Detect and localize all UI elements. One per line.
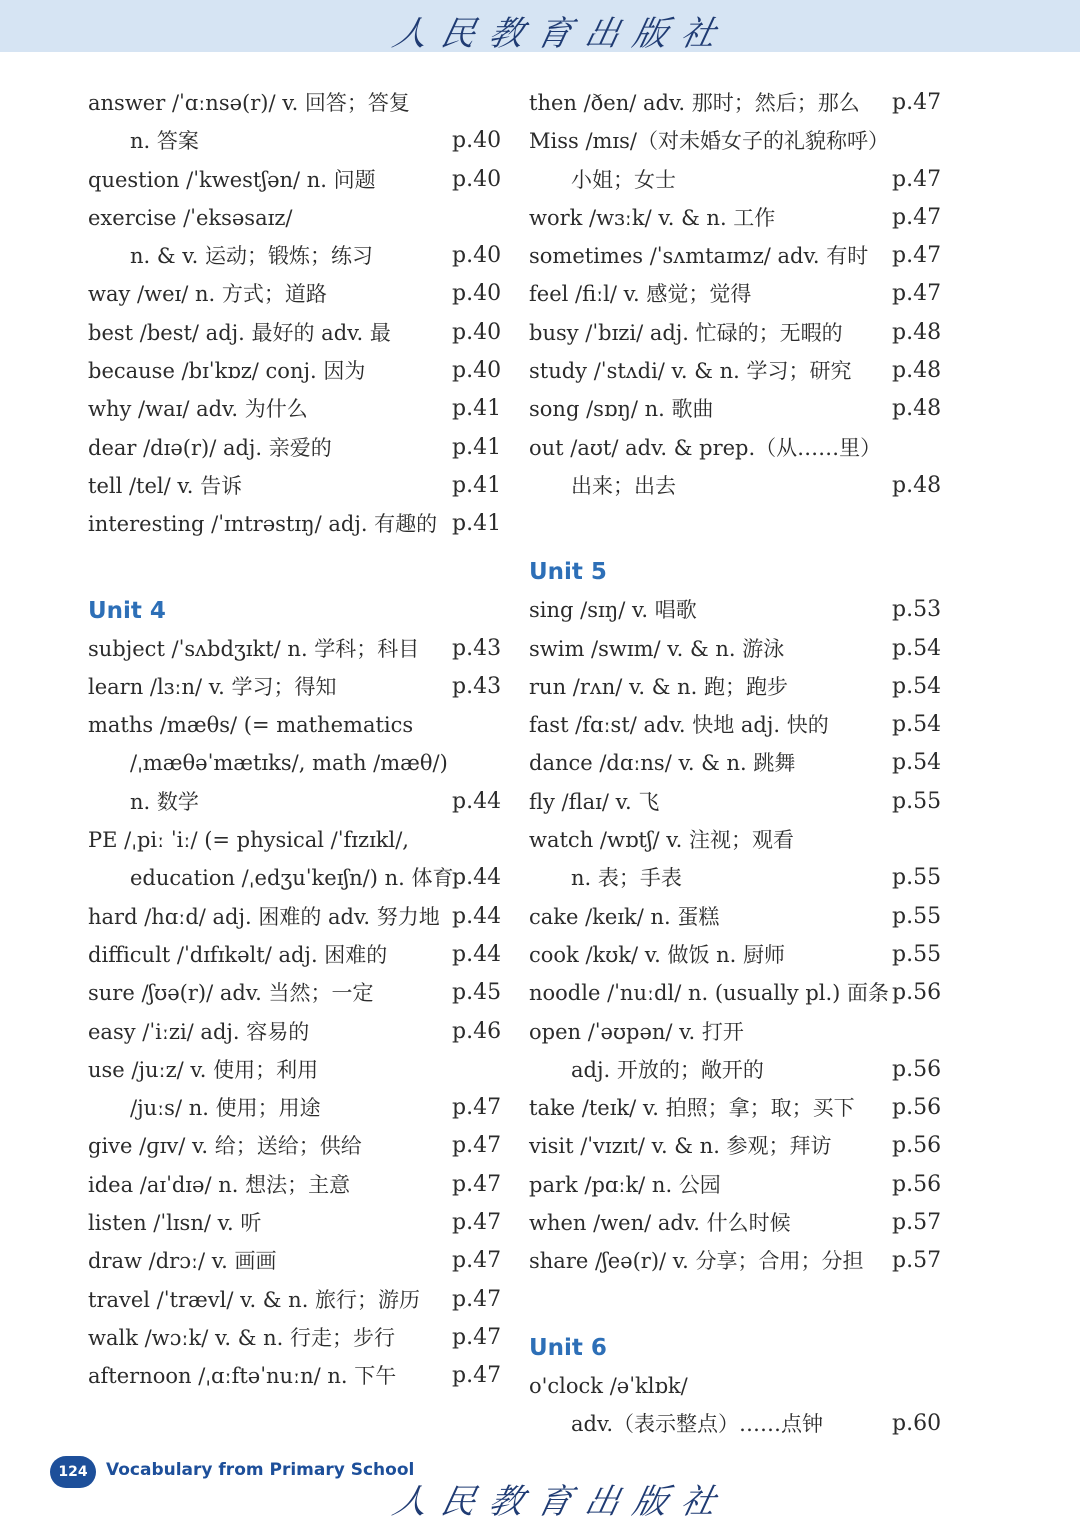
unit-heading: Unit 6 bbox=[529, 1334, 607, 1361]
vocab-entry-text: 出来；出去 bbox=[571, 473, 676, 498]
vocab-entry bbox=[529, 237, 969, 275]
vocab-entry bbox=[529, 821, 969, 859]
vocab-entry-text: best /best/ adj. 最好的 adv. 最 bbox=[88, 320, 391, 345]
vocab-entry-page: p.46 bbox=[452, 1018, 502, 1044]
vocab-entry bbox=[88, 1013, 528, 1051]
vocab-entry bbox=[88, 1204, 528, 1242]
vocab-entry bbox=[529, 630, 969, 668]
vocab-entry-text: question /ˈkwestʃən/ n. 问题 bbox=[88, 167, 376, 192]
vocab-entry-text: noodle /ˈnuːdl/ n. (usually pl.) 面条 bbox=[529, 981, 890, 1006]
vocab-entry-text: sing /sɪŋ/ v. 唱歌 bbox=[529, 598, 697, 623]
vocab-entry-page: p.47 bbox=[452, 1095, 502, 1121]
vocab-entry bbox=[88, 668, 528, 706]
vocab-entry-text: cake /keɪk/ n. 蛋糕 bbox=[529, 904, 720, 929]
vocab-entry-text: exercise /ˈeksəsaɪz/ bbox=[88, 205, 293, 230]
vocab-entry-text: n. & v. 运动；锻炼；练习 bbox=[130, 244, 373, 269]
vocab-entry bbox=[529, 1127, 969, 1165]
publisher-seal-footer: 人民教育出版社 bbox=[389, 1482, 734, 1522]
vocab-entry-page: p.47 bbox=[892, 204, 942, 230]
vocab-entry bbox=[88, 1051, 528, 1089]
vocab-entry bbox=[88, 974, 528, 1012]
vocab-entry-page: p.48 bbox=[892, 396, 942, 422]
unit-heading: Unit 4 bbox=[88, 597, 166, 624]
footer-title: Vocabulary from Primary School bbox=[106, 1460, 415, 1480]
vocab-entry-page: p.56 bbox=[892, 1056, 942, 1082]
vocab-entry bbox=[529, 974, 969, 1012]
vocab-entry-text: answer /ˈɑːnsə(r)/ v. 回答；答复 bbox=[88, 91, 410, 115]
vocab-entry bbox=[88, 314, 528, 352]
vocab-entry-text: subject /ˈsʌbdʒɪkt/ n. 学科；科目 bbox=[88, 636, 420, 661]
section-gap bbox=[88, 544, 528, 582]
vocab-entry-text: work /wɜːk/ v. & n. 工作 bbox=[529, 205, 776, 230]
vocab-entry-text: easy /ˈiːzi/ adj. 容易的 bbox=[88, 1019, 310, 1044]
vocab-entry bbox=[529, 898, 969, 936]
vocab-entry-page: p.56 bbox=[892, 980, 942, 1006]
vocab-entry-page: p.41 bbox=[452, 511, 502, 537]
vocab-entry bbox=[529, 199, 969, 237]
vocab-entry-text: walk /wɔːk/ v. & n. 行走；步行 bbox=[88, 1325, 395, 1350]
vocab-entry-page: p.40 bbox=[452, 128, 502, 154]
vocab-entry bbox=[529, 1051, 969, 1089]
vocab-entry-text: hard /hɑːd/ adj. 困难的 adv. 努力地 bbox=[88, 904, 440, 929]
vocab-entry bbox=[529, 706, 969, 744]
vocab-entry-text: tell /tel/ v. 告诉 bbox=[88, 473, 243, 498]
vocab-entry-text: watch /wɒtʃ/ v. 注视；观看 bbox=[529, 828, 795, 853]
vocab-entry-page: p.41 bbox=[452, 396, 502, 422]
vocab-entry-page: p.47 bbox=[892, 90, 942, 115]
vocab-entry bbox=[88, 1089, 528, 1127]
vocab-entry-text: out /aʊt/ adv. & prep.（从……里） bbox=[529, 435, 882, 460]
vocab-entry bbox=[88, 467, 528, 505]
vocab-entry bbox=[529, 390, 969, 428]
vocab-entry-page: p.55 bbox=[892, 941, 942, 967]
vocab-entry bbox=[529, 314, 969, 352]
vocab-entry bbox=[88, 122, 528, 160]
vocab-entry-text: Miss /mɪs/（对未婚女子的礼貌称呼） bbox=[529, 129, 890, 154]
vocab-entry-text: fly /flaɪ/ v. 飞 bbox=[529, 789, 660, 814]
vocab-entry-page: p.53 bbox=[892, 597, 942, 623]
vocab-entry-text: why /waɪ/ adv. 为什么 bbox=[88, 397, 308, 422]
vocab-entry bbox=[529, 84, 969, 122]
vocab-entry bbox=[88, 352, 528, 390]
vocab-entry-page: p.44 bbox=[452, 865, 502, 891]
vocab-entry-page: p.57 bbox=[892, 1248, 942, 1274]
vocab-entry-text: /juːs/ n. 使用；用途 bbox=[130, 1096, 321, 1121]
vocab-entry-page: p.57 bbox=[892, 1210, 942, 1236]
vocab-entry-text: adv.（表示整点）……点钟 bbox=[571, 1411, 824, 1436]
vocab-entry-page: p.44 bbox=[452, 788, 502, 814]
vocab-entry bbox=[88, 1319, 528, 1357]
vocab-entry bbox=[529, 936, 969, 974]
vocab-entry bbox=[88, 1242, 528, 1280]
vocab-entry-text: idea /aɪˈdɪə/ n. 想法；主意 bbox=[88, 1172, 351, 1197]
vocab-entry-text: use /juːz/ v. 使用；利用 bbox=[88, 1057, 319, 1082]
vocab-entry-text: visit /ˈvɪzɪt/ v. & n. 参观；拜访 bbox=[529, 1134, 832, 1159]
vocab-entry bbox=[529, 1367, 969, 1405]
vocab-entry bbox=[88, 706, 528, 744]
vocab-entry-page: p.56 bbox=[892, 1133, 942, 1159]
vocab-entry-page: p.55 bbox=[892, 865, 942, 891]
vocab-entry-text: study /ˈstʌdi/ v. & n. 学习；研究 bbox=[529, 359, 852, 384]
vocab-entry-page: p.48 bbox=[892, 319, 942, 345]
vocab-entry-page: p.55 bbox=[892, 903, 942, 929]
vocab-entry-page: p.47 bbox=[452, 1324, 502, 1350]
vocab-entry-page: p.48 bbox=[892, 472, 942, 498]
vocab-entry-text: n. 表；手表 bbox=[571, 866, 682, 891]
section-gap bbox=[529, 1281, 969, 1319]
vocab-entry-text: dear /dɪə(r)/ adj. 亲爱的 bbox=[88, 435, 332, 460]
vocab-entry bbox=[88, 161, 528, 199]
vocab-entry-text: learn /lɜːn/ v. 学习；得知 bbox=[88, 674, 337, 699]
vocab-entry-text: feel /fiːl/ v. 感觉；觉得 bbox=[529, 282, 752, 307]
vocab-entry-page: p.47 bbox=[452, 1363, 502, 1389]
vocab-entry-text: travel /ˈtrævl/ v. & n. 旅行；游历 bbox=[88, 1287, 421, 1312]
vocab-entry-page: p.54 bbox=[892, 635, 942, 661]
vocab-entry-page: p.55 bbox=[892, 788, 942, 814]
vocab-entry bbox=[529, 859, 969, 897]
vocab-entry-page: p.47 bbox=[892, 166, 942, 192]
vocab-entry-text: then /ðen/ adv. 那时；然后；那么 bbox=[529, 91, 860, 115]
vocab-entry-text: n. 答案 bbox=[130, 129, 199, 154]
vocab-entry bbox=[529, 1013, 969, 1051]
vocab-entry-page: p.40 bbox=[452, 358, 502, 384]
vocab-entry-text: cook /kʊk/ v. 做饭 n. 厨师 bbox=[529, 942, 786, 967]
vocab-entry-page: p.54 bbox=[892, 750, 942, 776]
vocab-entry-page: p.43 bbox=[452, 673, 502, 699]
vocab-entry bbox=[88, 84, 528, 122]
vocab-entry bbox=[88, 898, 528, 936]
vocab-entry bbox=[529, 1242, 969, 1280]
vocab-entry bbox=[529, 591, 969, 629]
vocab-entry-text: adj. 开放的；敞开的 bbox=[571, 1057, 764, 1082]
page-number-badge: 124 bbox=[50, 1456, 96, 1488]
vocab-entry-text: afternoon /ˌɑːftəˈnuːn/ n. 下午 bbox=[88, 1364, 397, 1389]
vocab-entry bbox=[529, 122, 969, 160]
vocab-entry-page: p.60 bbox=[892, 1410, 942, 1436]
vocab-entry-page: p.41 bbox=[452, 472, 502, 498]
vocab-entry-page: p.47 bbox=[892, 243, 942, 269]
vocab-entry-text: n. 数学 bbox=[130, 789, 199, 814]
vocab-entry-page: p.56 bbox=[892, 1171, 942, 1197]
vocab-entry-page: p.47 bbox=[452, 1248, 502, 1274]
vocab-entry-text: education /ˌedʒuˈkeɪʃn/) n. 体育 bbox=[130, 866, 454, 891]
vocab-column-right bbox=[529, 84, 969, 1443]
vocab-entry bbox=[88, 744, 528, 782]
vocab-entry bbox=[529, 1089, 969, 1127]
vocab-entry bbox=[529, 429, 969, 467]
vocab-entry bbox=[88, 1127, 528, 1165]
vocab-entry bbox=[529, 467, 969, 505]
vocab-entry-text: share /ʃeə(r)/ v. 分享；合用；分担 bbox=[529, 1249, 864, 1274]
vocab-entry-text: listen /ˈlɪsn/ v. 听 bbox=[88, 1211, 262, 1236]
vocab-entry-text: dance /dɑːns/ v. & n. 跳舞 bbox=[529, 751, 796, 776]
vocab-entry bbox=[88, 429, 528, 467]
vocab-entry bbox=[88, 630, 528, 668]
vocab-entry bbox=[88, 1166, 528, 1204]
vocab-entry bbox=[529, 783, 969, 821]
vocab-entry-text: busy /ˈbɪzi/ adj. 忙碌的；无暇的 bbox=[529, 320, 843, 345]
vocab-entry-page: p.40 bbox=[452, 243, 502, 269]
vocab-entry-text: give /ɡɪv/ v. 给；送给；供给 bbox=[88, 1134, 362, 1159]
vocab-entry bbox=[88, 237, 528, 275]
vocab-entry-page: p.54 bbox=[892, 712, 942, 738]
vocab-entry bbox=[529, 1204, 969, 1242]
vocab-entry-page: p.54 bbox=[892, 673, 942, 699]
vocab-entry-page: p.40 bbox=[452, 281, 502, 307]
vocab-entry bbox=[88, 505, 528, 543]
header-bar bbox=[0, 0, 1080, 52]
vocab-entry bbox=[88, 390, 528, 428]
vocab-entry-text: 小姐；女士 bbox=[571, 167, 676, 192]
vocab-entry bbox=[529, 161, 969, 199]
vocab-entry-text: PE /ˌpiː ˈiː/ (= physical /ˈfɪzɪkl/, bbox=[88, 828, 409, 853]
section-gap bbox=[529, 505, 969, 543]
vocab-entry-text: run /rʌn/ v. & n. 跑；跑步 bbox=[529, 674, 788, 699]
vocab-entry bbox=[88, 859, 528, 897]
vocab-entry-text: take /teɪk/ v. 拍照；拿；取；买下 bbox=[529, 1096, 855, 1121]
vocab-entry-text: o'clock /əˈklɒk/ bbox=[529, 1373, 688, 1398]
vocab-entry bbox=[529, 1166, 969, 1204]
vocab-entry-text: /ˌmæθəˈmætɪks/, math /mæθ/) bbox=[130, 751, 448, 776]
vocab-entry-text: fast /fɑːst/ adv. 快地 adj. 快的 bbox=[529, 713, 829, 738]
vocab-entry-text: sometimes /ˈsʌmtaɪmz/ adv. 有时 bbox=[529, 244, 869, 269]
vocab-entry-page: p.43 bbox=[452, 635, 502, 661]
vocab-entry-text: swim /swɪm/ v. & n. 游泳 bbox=[529, 636, 785, 661]
vocab-entry-page: p.47 bbox=[452, 1210, 502, 1236]
vocab-entry-text: open /ˈəʊpən/ v. 打开 bbox=[529, 1019, 744, 1044]
vocab-entry bbox=[529, 744, 969, 782]
publisher-seal: 人民教育出版社 bbox=[389, 14, 734, 54]
vocab-entry bbox=[88, 821, 528, 859]
vocab-entry-page: p.44 bbox=[452, 941, 502, 967]
vocab-entry bbox=[88, 936, 528, 974]
vocab-entry-page: p.47 bbox=[892, 281, 942, 307]
vocab-entry bbox=[88, 1357, 528, 1395]
vocab-entry-text: song /sɒŋ/ n. 歌曲 bbox=[529, 397, 714, 422]
vocab-entry-text: interesting /ˈɪntrəstɪŋ/ adj. 有趣的 bbox=[88, 512, 438, 537]
vocab-entry bbox=[529, 1405, 969, 1443]
vocab-entry-text: park /pɑːk/ n. 公园 bbox=[529, 1172, 721, 1197]
vocab-entry bbox=[529, 668, 969, 706]
vocab-entry bbox=[529, 352, 969, 390]
vocab-entry-text: because /bɪˈkɒz/ conj. 因为 bbox=[88, 359, 366, 384]
vocab-entry-page: p.47 bbox=[452, 1286, 502, 1312]
vocab-entry-page: p.47 bbox=[452, 1171, 502, 1197]
vocab-entry-text: draw /drɔː/ v. 画画 bbox=[88, 1249, 277, 1274]
vocab-entry bbox=[88, 199, 528, 237]
vocab-entry-page: p.47 bbox=[452, 1133, 502, 1159]
vocab-entry bbox=[88, 275, 528, 313]
vocab-entry-page: p.44 bbox=[452, 903, 502, 929]
vocab-entry-page: p.40 bbox=[452, 319, 502, 345]
unit-heading: Unit 5 bbox=[529, 559, 607, 586]
vocab-entry bbox=[529, 275, 969, 313]
vocab-entry-page: p.40 bbox=[452, 166, 502, 192]
vocab-entry bbox=[88, 783, 528, 821]
vocab-entry-page: p.45 bbox=[452, 980, 502, 1006]
vocab-entry-text: sure /ʃʊə(r)/ adv. 当然；一定 bbox=[88, 981, 374, 1006]
vocab-entry-text: maths /mæθs/ (= mathematics bbox=[88, 713, 414, 738]
vocab-column-left bbox=[88, 84, 528, 1396]
vocab-entry-page: p.56 bbox=[892, 1095, 942, 1121]
vocab-entry-text: when /wen/ adv. 什么时候 bbox=[529, 1211, 791, 1236]
vocab-entry-text: difficult /ˈdɪfɪkəlt/ adj. 困难的 bbox=[88, 942, 388, 967]
vocab-entry-text: way /weɪ/ n. 方式；道路 bbox=[88, 282, 327, 307]
vocab-entry-page: p.48 bbox=[892, 358, 942, 384]
vocab-entry bbox=[88, 1281, 528, 1319]
vocab-entry-page: p.41 bbox=[452, 434, 502, 460]
